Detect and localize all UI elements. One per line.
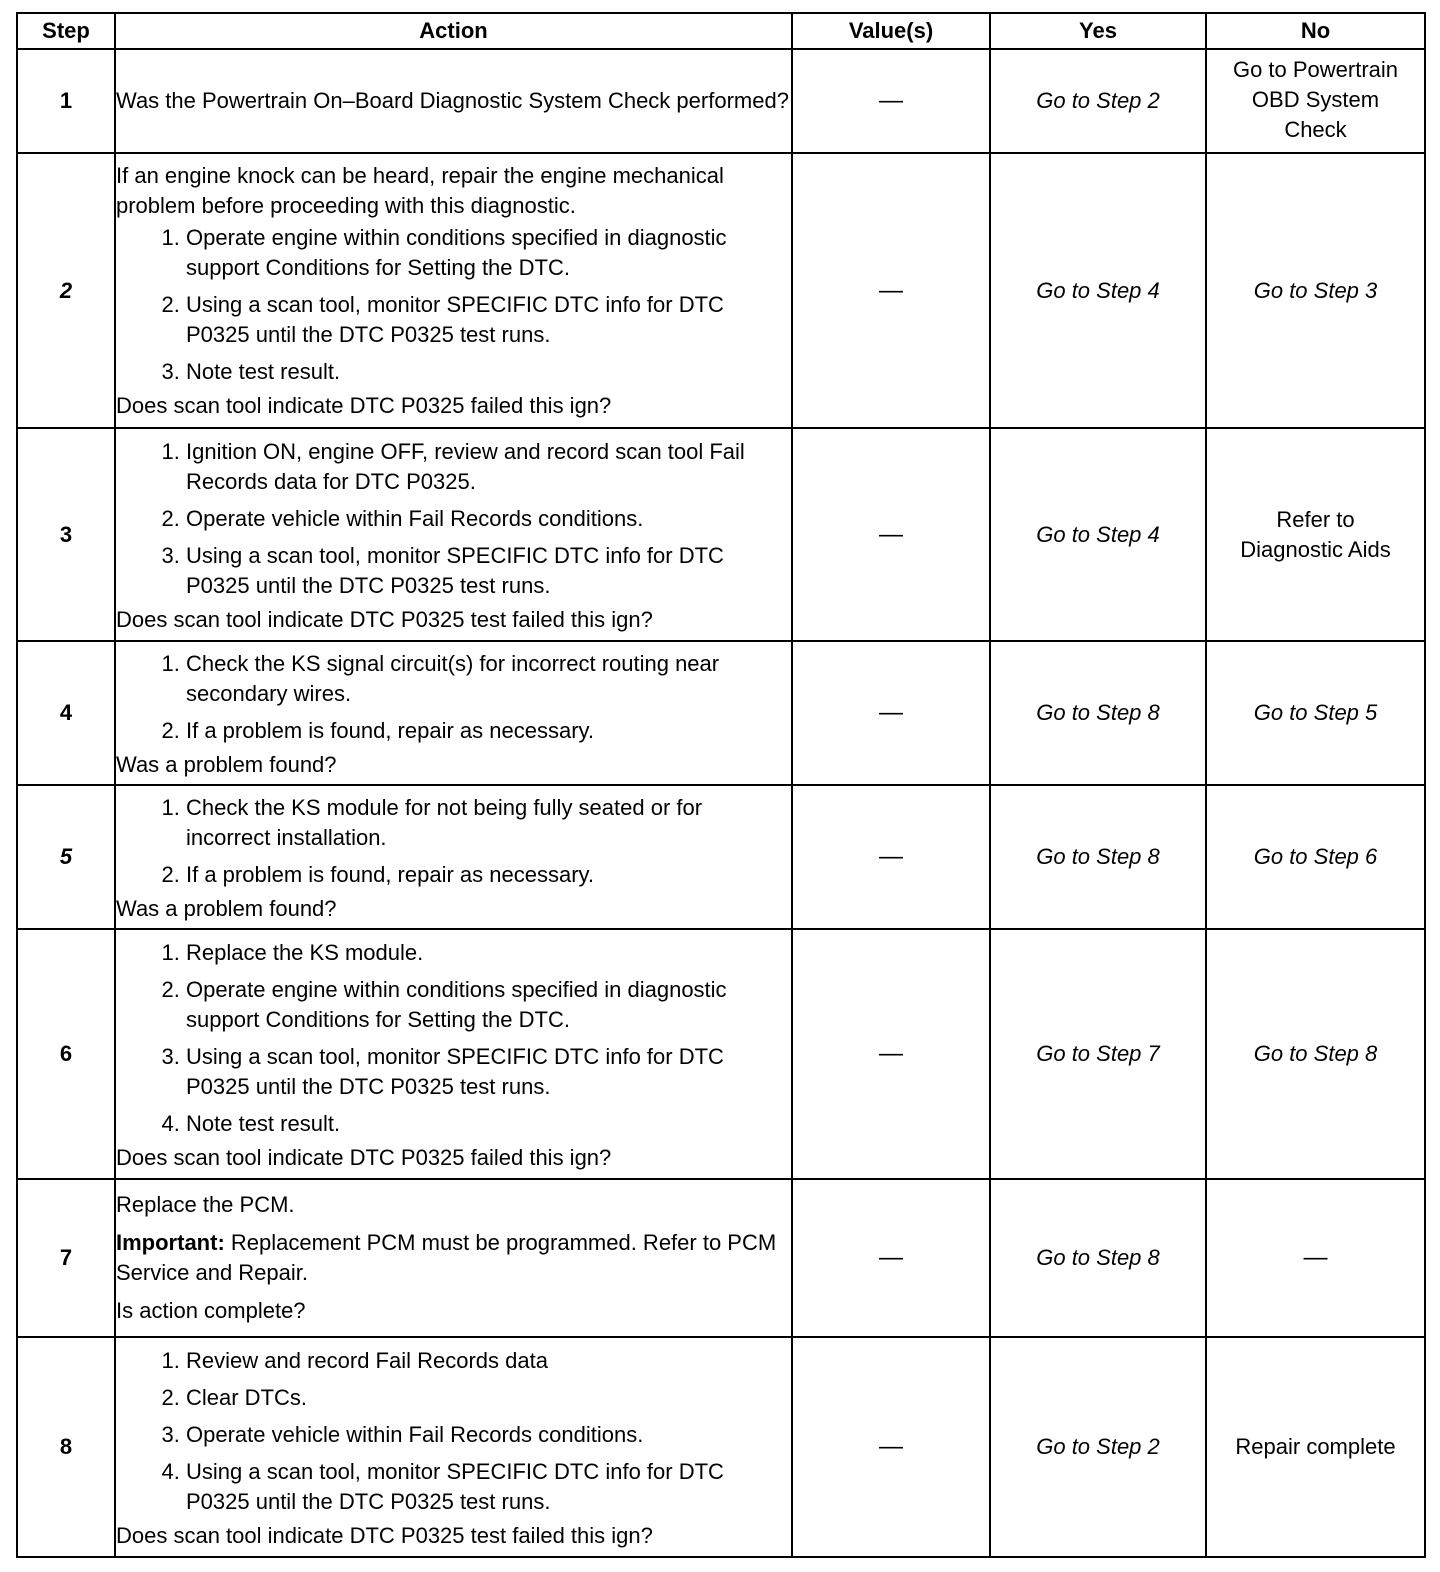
yes-cell (990, 1337, 1206, 1557)
action-step-item: 4. Using a scan tool, monitor SPECIFIC DTC info for DTC P0325 until the DTC P0325 test runs. (186, 1457, 791, 1517)
value-cell: — (792, 428, 990, 641)
no-cell (1206, 49, 1425, 153)
no-line: OBD System (1251, 87, 1380, 112)
header-step: Step (17, 13, 115, 49)
value-cell: — (792, 49, 990, 153)
yes-goto: Go to Step 8 (1036, 1245, 1160, 1270)
step-number: 2 (17, 153, 115, 428)
yes-goto: Go to Step 2 (1036, 88, 1160, 113)
action-question: Does scan tool indicate DTC P0325 failed this ign? (116, 392, 612, 418)
action-step-item: 1. Replace the KS module. (186, 938, 791, 968)
value-cell: — (792, 785, 990, 929)
action-question: Was a problem found? (116, 751, 337, 777)
no-result: Repair complete (1235, 1434, 1396, 1459)
step-row-5 (17, 785, 1425, 929)
important-note (116, 1228, 791, 1288)
no-cell (1206, 428, 1425, 641)
action-step-item: 1. Check the KS signal circuit(s) for incorrect routing near secondary wires. (186, 649, 791, 709)
action-step-item: 2. If a problem is found, repair as necessary. (186, 716, 791, 746)
yes-cell (990, 929, 1206, 1179)
header-row (17, 13, 1425, 49)
value-cell: — (792, 153, 990, 428)
no-goto: Go to Step 6 (1253, 844, 1378, 869)
header-no: No (1206, 13, 1425, 49)
action-steps (116, 793, 791, 890)
yes-cell (990, 1179, 1206, 1337)
action-cell (115, 153, 792, 428)
action-question: Does scan tool indicate DTC P0325 test failed this ign? (116, 606, 653, 632)
action-step-item: 3. Using a scan tool, monitor SPECIFIC DTC info for DTC P0325 until the DTC P0325 test runs. (186, 1042, 791, 1102)
action-steps (116, 223, 791, 387)
yes-goto: Go to Step 8 (1036, 844, 1160, 869)
no-line: Go to Powertrain (1232, 57, 1399, 82)
no-cell (1206, 1179, 1425, 1337)
action-intro: Was the Powertrain On–Board Diagnostic System Check performed? (116, 88, 789, 113)
action-step-item: 1. Operate engine within conditions specified in diagnostic support Conditions for Setting the DTC. (186, 223, 791, 283)
action-cell (115, 49, 792, 153)
yes-cell (990, 428, 1206, 641)
action-step-item: 2. Using a scan tool, monitor SPECIFIC DTC info for DTC P0325 until the DTC P0325 test runs. (186, 290, 791, 350)
yes-goto: Go to Step 2 (1036, 1434, 1160, 1459)
action-step-item: 1. Check the KS module for not being fully seated or for incorrect installation. (186, 793, 791, 853)
step-number: 1 (17, 49, 115, 153)
action-steps (116, 437, 791, 601)
step-number: 6 (17, 929, 115, 1179)
yes-cell (990, 49, 1206, 153)
header-values: Value(s) (792, 13, 990, 49)
step-row-4 (17, 641, 1425, 785)
step-row-2 (17, 153, 1425, 428)
important-text: Replacement PCM must be programmed. Refer to PCM Service and Repair. (116, 1230, 777, 1285)
step-row-6 (17, 929, 1425, 1179)
action-step-item: 2. Operate vehicle within Fail Records conditions. (186, 504, 791, 534)
action-cell (115, 929, 792, 1179)
step-number: 3 (17, 428, 115, 641)
step-row-1 (17, 49, 1425, 153)
action-question: Is action complete? (116, 1298, 306, 1323)
action-cell (115, 1337, 792, 1557)
no-line: Diagnostic Aids (1240, 536, 1391, 562)
action-step-item: 4. Note test result. (186, 1109, 791, 1139)
action-step-item: 2. Clear DTCs. (186, 1383, 791, 1413)
header-yes: Yes (990, 13, 1206, 49)
yes-goto: Go to Step 4 (1036, 521, 1160, 547)
action-cell (115, 428, 792, 641)
step-row-3 (17, 428, 1425, 641)
action-steps (116, 938, 791, 1139)
step-number: 5 (17, 785, 115, 929)
action-intro: If an engine knock can be heard, repair the engine mechanical problem before proceeding with this diagnostic. (116, 162, 724, 218)
action-steps (116, 1346, 791, 1517)
action-step-item: 2. Operate engine within conditions specified in diagnostic support Conditions for Setting the DTC. (186, 975, 791, 1035)
step-number: 8 (17, 1337, 115, 1557)
value-cell: — (792, 1179, 990, 1337)
action-step-item: 2. If a problem is found, repair as necessary. (186, 860, 791, 890)
header-action: Action (115, 13, 792, 49)
no-cell (1206, 1337, 1425, 1557)
value-cell: — (792, 1337, 990, 1557)
no-goto: Go to Step 8 (1253, 1041, 1378, 1066)
step-row-7 (17, 1179, 1425, 1337)
no-dash: — (1303, 1244, 1328, 1271)
yes-goto: Go to Step 7 (1036, 1041, 1160, 1066)
action-cell (115, 1179, 792, 1337)
action-step-item: 3. Using a scan tool, monitor SPECIFIC DTC info for DTC P0325 until the DTC P0325 test runs. (186, 541, 791, 601)
yes-goto: Go to Step 8 (1036, 700, 1160, 725)
action-step-item: 1. Review and record Fail Records data (186, 1346, 791, 1376)
no-line: Check (1284, 117, 1347, 142)
yes-cell (990, 153, 1206, 428)
action-question: Does scan tool indicate DTC P0325 failed this ign? (116, 1144, 612, 1170)
step-number: 7 (17, 1179, 115, 1337)
yes-goto: Go to Step 4 (1036, 277, 1160, 303)
action-cell (115, 785, 792, 929)
no-cell (1206, 153, 1425, 428)
yes-cell (990, 785, 1206, 929)
action-cell (115, 641, 792, 785)
no-cell (1206, 641, 1425, 785)
step-row-8 (17, 1337, 1425, 1557)
yes-cell (990, 641, 1206, 785)
action-question: Was a problem found? (116, 895, 337, 921)
no-cell (1206, 929, 1425, 1179)
action-steps (116, 649, 791, 746)
action-question: Does scan tool indicate DTC P0325 test failed this ign? (116, 1522, 653, 1548)
no-cell (1206, 785, 1425, 929)
no-goto: Go to Step 3 (1253, 277, 1378, 303)
action-step-item: 3. Note test result. (186, 357, 791, 387)
action-step-item: 1. Ignition ON, engine OFF, review and record scan tool Fail Records data for DTC P0325. (186, 437, 791, 497)
no-goto: Go to Step 5 (1253, 700, 1378, 725)
value-cell: — (792, 929, 990, 1179)
value-cell: — (792, 641, 990, 785)
step-number: 4 (17, 641, 115, 785)
action-intro: Replace the PCM. (116, 1192, 295, 1217)
diagnostic-table (16, 12, 1426, 1558)
action-step-item: 3. Operate vehicle within Fail Records conditions. (186, 1420, 791, 1450)
important-label: Important: (116, 1230, 225, 1255)
no-line: Refer to (1276, 506, 1355, 532)
